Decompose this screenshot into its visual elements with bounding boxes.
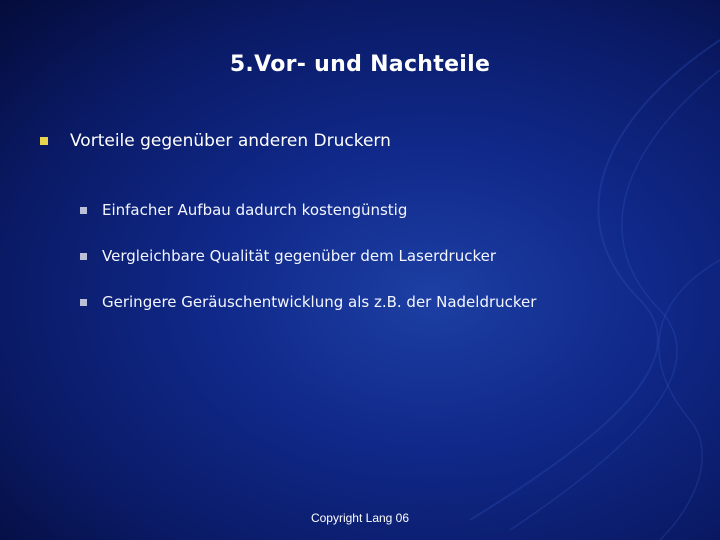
sub-bullet-text: Vergleichbare Qualität gegenüber dem Laserdrucker [102,247,496,265]
square-bullet-icon [80,253,87,260]
footer-copyright: Copyright Lang 06 [310,511,410,525]
sub-bullet-text: Geringere Geräuschentwicklung als z.B. der Nadeldrucker [102,293,537,311]
square-bullet-icon [40,137,48,145]
square-bullet-icon [80,207,87,214]
sub-bullet-3 [80,293,536,311]
main-bullet-text: Vorteile gegenüber anderen Druckern [70,131,391,151]
sub-bullet-text: Einfacher Aufbau dadurch kostengünstig [102,201,408,219]
main-bullet [40,131,391,151]
square-bullet-icon [80,299,87,306]
sub-bullet-2 [80,247,496,265]
sub-bullet-1 [80,201,407,219]
slide-title: 5.Vor- und Nachteile [229,52,491,77]
